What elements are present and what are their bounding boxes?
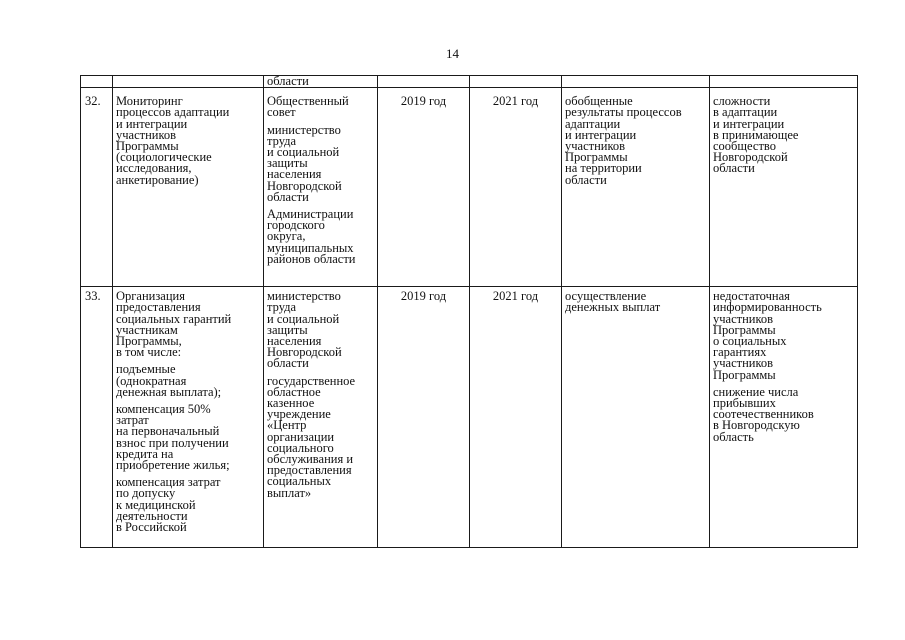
start-date-cell: 2019 год — [378, 88, 470, 287]
executors-paragraph: министерство труда и социальной защиты населения Новгородской области — [267, 289, 342, 371]
measure-paragraph: компенсация затрат по допуску к медицинской деятельности в Российской — [116, 475, 221, 535]
indicators-cell — [562, 76, 710, 88]
risks-paragraph: недостаточная информированность участников Программы о социальных гарантиях участников Программы — [713, 289, 822, 382]
end-date-cell: 2021 год — [470, 88, 562, 287]
end-date-cell — [470, 76, 562, 88]
risks-cell — [710, 76, 858, 88]
risks-paragraph: сложности в адаптации и интеграции в принимающее сообщество Новгородской области — [713, 94, 799, 176]
table-row — [81, 76, 858, 88]
table-row — [81, 88, 858, 287]
row-number-cell: 33. — [81, 287, 113, 548]
executors-paragraph: области — [267, 75, 309, 88]
executors-paragraph: государственное областное казенное учреждение «Центр организации социального обслуживания и предоставления социальных выплат» — [267, 373, 356, 500]
measure-paragraph: компенсация 50% затрат на первоначальный взнос при получении кредита на приобретение жилья; — [116, 402, 230, 473]
risks-paragraph: снижение числа прибывших соотечественников в Новгородскую область — [713, 384, 814, 444]
executors-paragraph: Администрации городского округа, муниципальных районов области — [267, 207, 356, 266]
table-body — [81, 76, 858, 548]
row-number-cell — [81, 76, 113, 88]
measure-cell — [113, 287, 264, 548]
measure-paragraph: Организация предоставления социальных гарантий участникам Программы, в том числе: — [116, 289, 232, 360]
measure-paragraph: подъемные (однократная денежная выплата); — [116, 362, 222, 399]
executors-cell — [264, 76, 378, 88]
table-row — [81, 287, 858, 548]
indicators-cell — [562, 88, 710, 287]
executors-paragraph: министерство труда и социальной защиты населения Новгородской области — [267, 122, 342, 204]
risks-cell — [710, 287, 858, 548]
program-measures-table — [80, 75, 858, 548]
indicators-cell — [562, 287, 710, 548]
start-date-cell — [378, 76, 470, 88]
risks-cell — [710, 88, 858, 287]
executors-cell — [264, 287, 378, 548]
indicators-paragraph: обобщенные результаты процессов адаптации и интеграции участников Программы на территории области — [565, 94, 682, 187]
executors-cell — [264, 88, 378, 287]
measure-cell — [113, 76, 264, 88]
indicators-paragraph: осуществление денежных выплат — [565, 289, 661, 315]
measure-paragraph: Мониторинг процессов адаптации и интеграции участников Программы (социологические исследования, анкетирование) — [116, 94, 230, 187]
start-date-cell: 2019 год — [378, 287, 470, 548]
page-number: 14 — [446, 46, 459, 61]
executors-paragraph: Общественный совет — [267, 94, 349, 120]
row-number-cell: 32. — [81, 88, 113, 287]
measure-cell — [113, 88, 264, 287]
end-date-cell: 2021 год — [470, 287, 562, 548]
